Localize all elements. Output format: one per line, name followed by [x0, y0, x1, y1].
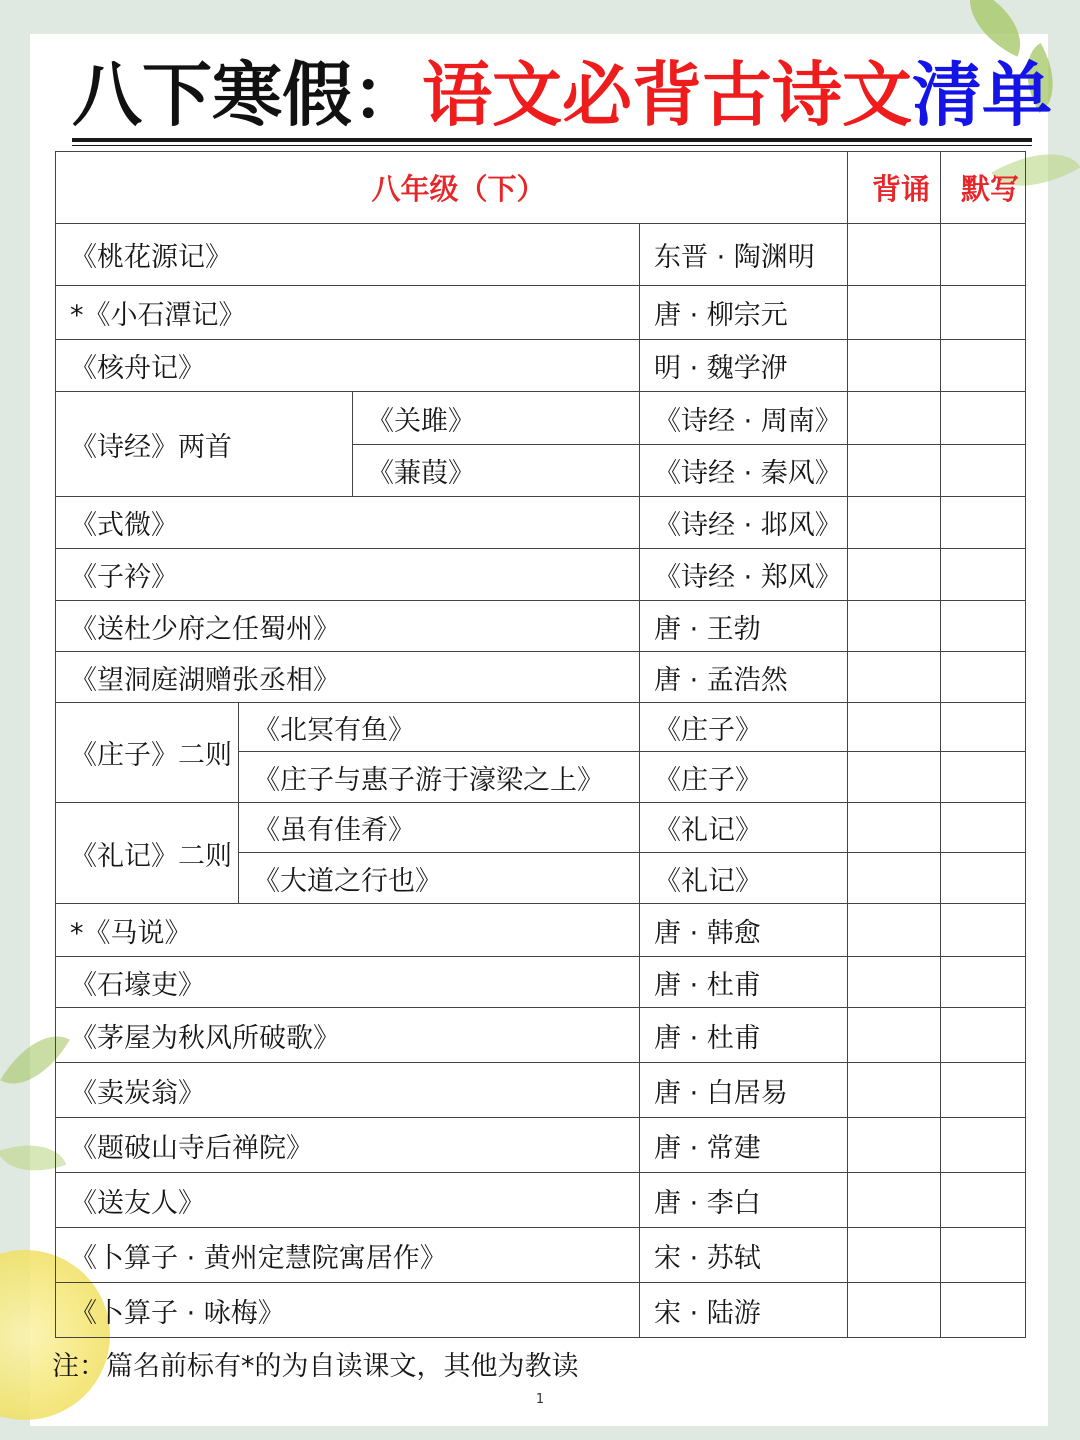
poem-title: 《关雎》 [353, 392, 640, 445]
poem-author: 《诗经 · 周南》 [640, 392, 848, 445]
table-row [56, 1283, 1026, 1338]
table-row [56, 1008, 1026, 1063]
poem-title: *《小石潭记》 [56, 286, 640, 340]
poem-title: 《桃花源记》 [56, 224, 640, 286]
recite-checkbox[interactable] [848, 957, 941, 1008]
poem-group-title: 《诗经》两首 [56, 392, 353, 497]
recite-checkbox[interactable] [848, 752, 941, 803]
poem-author: 《诗经 · 秦风》 [640, 445, 848, 497]
dictate-checkbox[interactable] [941, 1063, 1026, 1118]
recite-header: 背诵 [848, 152, 941, 224]
dictate-checkbox[interactable] [941, 803, 1026, 853]
poem-author: 唐 · 柳宗元 [640, 286, 848, 340]
poem-author: 《庄子》 [640, 752, 848, 803]
poem-author: 明 · 魏学洢 [640, 340, 848, 392]
dictate-checkbox[interactable] [941, 340, 1026, 392]
dictate-header: 默写 [941, 152, 1026, 224]
poem-title: 《送友人》 [56, 1173, 640, 1228]
poem-title: 《北冥有鱼》 [239, 703, 640, 752]
poem-title: 《核舟记》 [56, 340, 640, 392]
dictate-checkbox[interactable] [941, 1118, 1026, 1173]
table-row [56, 286, 1026, 340]
recite-checkbox[interactable] [848, 1063, 941, 1118]
poem-author: 宋 · 苏轼 [640, 1228, 848, 1283]
table-row [56, 340, 1026, 392]
poem-author: 唐 · 孟浩然 [640, 652, 848, 703]
grade-header: 八年级（下） [56, 152, 848, 224]
dictate-checkbox[interactable] [941, 286, 1026, 340]
dictate-checkbox[interactable] [941, 1173, 1026, 1228]
recite-checkbox[interactable] [848, 224, 941, 286]
recite-checkbox[interactable] [848, 1173, 941, 1228]
table-row [56, 392, 1026, 445]
recite-checkbox[interactable] [848, 853, 941, 904]
recite-checkbox[interactable] [848, 904, 941, 957]
poem-title: 《卜算子 · 黄州定慧院寓居作》 [56, 1228, 640, 1283]
table-row [56, 224, 1026, 286]
poem-author: 东晋 · 陶渊明 [640, 224, 848, 286]
poem-group-title: 《礼记》二则 [56, 803, 239, 904]
poem-author: 《诗经 · 郑风》 [640, 549, 848, 601]
poem-title: *《马说》 [56, 904, 640, 957]
dictate-checkbox[interactable] [941, 752, 1026, 803]
poem-title: 《式微》 [56, 497, 640, 549]
poem-author: 唐 · 李白 [640, 1173, 848, 1228]
poem-title: 《石壕吏》 [56, 957, 640, 1008]
recite-checkbox[interactable] [848, 1118, 941, 1173]
dictate-checkbox[interactable] [941, 1008, 1026, 1063]
table-row [56, 957, 1026, 1008]
dictate-checkbox[interactable] [941, 445, 1026, 497]
recite-checkbox[interactable] [848, 549, 941, 601]
recite-checkbox[interactable] [848, 803, 941, 853]
poem-title: 《庄子与惠子游于濠梁之上》 [239, 752, 640, 803]
table-row [56, 1173, 1026, 1228]
recite-checkbox[interactable] [848, 1008, 941, 1063]
recite-checkbox[interactable] [848, 340, 941, 392]
dictate-checkbox[interactable] [941, 224, 1026, 286]
table-row [56, 601, 1026, 652]
page-title [72, 52, 1052, 138]
title-underline-thin [72, 145, 1032, 146]
dictate-checkbox[interactable] [941, 549, 1026, 601]
table-row [56, 549, 1026, 601]
poem-title: 《子衿》 [56, 549, 640, 601]
recite-checkbox[interactable] [848, 652, 941, 703]
poem-author: 《礼记》 [640, 803, 848, 853]
poem-title: 《卜算子 · 咏梅》 [56, 1283, 640, 1338]
dictate-checkbox[interactable] [941, 601, 1026, 652]
dictate-checkbox[interactable] [941, 1283, 1026, 1338]
dictate-checkbox[interactable] [941, 853, 1026, 904]
poem-title: 《望洞庭湖赠张丞相》 [56, 652, 640, 703]
recite-checkbox[interactable] [848, 497, 941, 549]
title-underline [72, 138, 1032, 142]
table-row [56, 652, 1026, 703]
recite-checkbox[interactable] [848, 1228, 941, 1283]
recite-checkbox[interactable] [848, 1283, 941, 1338]
table-row [56, 904, 1026, 957]
poem-author: 唐 · 韩愈 [640, 904, 848, 957]
table-row [56, 1118, 1026, 1173]
dictate-checkbox[interactable] [941, 957, 1026, 1008]
title-red-part: 语文必背古诗文 [422, 53, 912, 136]
table-row [56, 703, 1026, 752]
poem-author: 宋 · 陆游 [640, 1283, 848, 1338]
dictate-checkbox[interactable] [941, 497, 1026, 549]
poem-author: 《诗经 · 邶风》 [640, 497, 848, 549]
table-row [56, 497, 1026, 549]
dictate-checkbox[interactable] [941, 652, 1026, 703]
footnote: 注：篇名前标有*的为自读课文，其他为教读 [52, 1351, 579, 1382]
poem-title: 《大道之行也》 [239, 853, 640, 904]
dictate-checkbox[interactable] [941, 392, 1026, 445]
poem-author: 唐 · 王勃 [640, 601, 848, 652]
table-row [56, 1228, 1026, 1283]
recite-checkbox[interactable] [848, 601, 941, 652]
table-row [56, 803, 1026, 853]
dictate-checkbox[interactable] [941, 904, 1026, 957]
poem-title: 《茅屋为秋风所破歌》 [56, 1008, 640, 1063]
poem-author: 唐 · 白居易 [640, 1063, 848, 1118]
title-black-part: 八下寒假： [72, 53, 422, 136]
title-blue-part: 清单 [912, 53, 1052, 136]
poem-author: 唐 · 杜甫 [640, 1008, 848, 1063]
recite-checkbox[interactable] [848, 703, 941, 752]
page-number: 1 [535, 1392, 545, 1407]
poem-author: 唐 · 杜甫 [640, 957, 848, 1008]
recite-checkbox[interactable] [848, 445, 941, 497]
poem-title: 《蒹葭》 [353, 445, 640, 497]
poem-title: 《卖炭翁》 [56, 1063, 640, 1118]
poem-group-title: 《庄子》二则 [56, 703, 239, 803]
poem-title: 《虽有佳肴》 [239, 803, 640, 853]
table-header-row [56, 152, 1026, 224]
poem-list-table [55, 151, 1026, 1338]
poem-author: 唐 · 常建 [640, 1118, 848, 1173]
dictate-checkbox[interactable] [941, 1228, 1026, 1283]
dictate-checkbox[interactable] [941, 703, 1026, 752]
poem-author: 《礼记》 [640, 853, 848, 904]
table-row [56, 1063, 1026, 1118]
recite-checkbox[interactable] [848, 392, 941, 445]
poem-title: 《题破山寺后禅院》 [56, 1118, 640, 1173]
recite-checkbox[interactable] [848, 286, 941, 340]
poem-title: 《送杜少府之任蜀州》 [56, 601, 640, 652]
poem-author: 《庄子》 [640, 703, 848, 752]
